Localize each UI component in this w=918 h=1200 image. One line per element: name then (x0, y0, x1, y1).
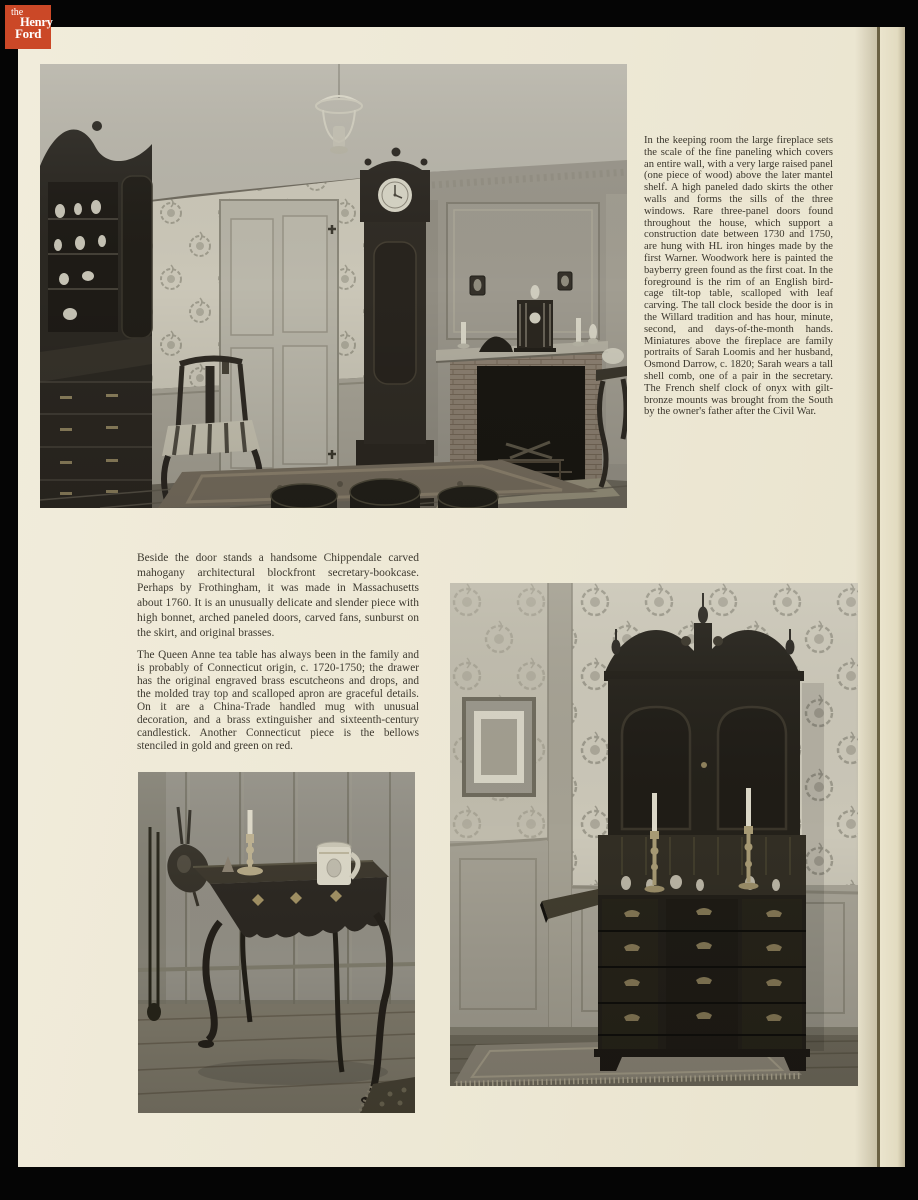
page-fold-shadow (855, 27, 877, 1167)
left-text-column (137, 551, 419, 753)
next-page-edge (880, 27, 905, 1167)
secretary-paragraph: Beside the door stands a handsome Chippendale carved mahogany architectural blockfront secretary-bookcase. Perhaps by Frothingham, it was made in Massachusetts about 1760. It is an unusually delicate and slender piece with high bonnet, arched paneled doors, carved fans, sunburst on the skirt, and original brasses. (137, 552, 419, 639)
secretary-photo (450, 583, 858, 1086)
logo-word-the: the (11, 7, 24, 18)
magazine-page (18, 27, 905, 1167)
secretary-illustration (450, 583, 858, 1086)
henry-ford-logo (5, 5, 51, 49)
keeping-room-paragraph: In the keeping room the large fireplace sets the scale of the fine paneling which covers an entire wall, with a very large raised panel (one piece of wood) above the later mantel shelf. A high paneled dado skirts the other walls and forms the sills of the three windows. Rare three-panel doors found throughout the house, which support a construction date between 1730 and 1750, are hung with HL iron hinges made by the first Warner. Woodwork here is painted the bayberry green found as the first coat. In the foreground is the rim of an English bird-cage tilt-top table, scalloped with leaf carving. The tall clock beside the door is in the Willard tradition and has hour, minute, second, and days-of-the-month hands. Miniatures above the fireplace are family portraits of Sarah Loomis and her husband, Osmond Darrow, c. 1820; Sarah wears a tall shell comb, one of a pair in the secretary. The French shelf clock of onyx with gilt-bronze mounts was brought from the South by the owner's father after the Civil War. (644, 135, 833, 418)
tea-table-photo (138, 772, 415, 1113)
tea-table-illustration (138, 772, 415, 1113)
keeping-room-illustration (40, 64, 627, 508)
tea-table-paragraph: The Queen Anne tea table has always been in the family and is probably of Connecticut origin, c. 1720-1750; the drawer has the original engraved brass escutcheons and drops, and the molded tray top and scalloped apron are graceful details. On it are a China-Trade handled mug with unusual decoration, and a brass extinguisher and sixteenth-century candlestick. Another Connecticut piece is the bellows stenciled in gold and green on red. (137, 649, 419, 752)
logo-word-ford: Ford (15, 26, 42, 41)
keeping-room-photo (40, 64, 627, 508)
logo-word-henry: Henry (20, 15, 53, 29)
